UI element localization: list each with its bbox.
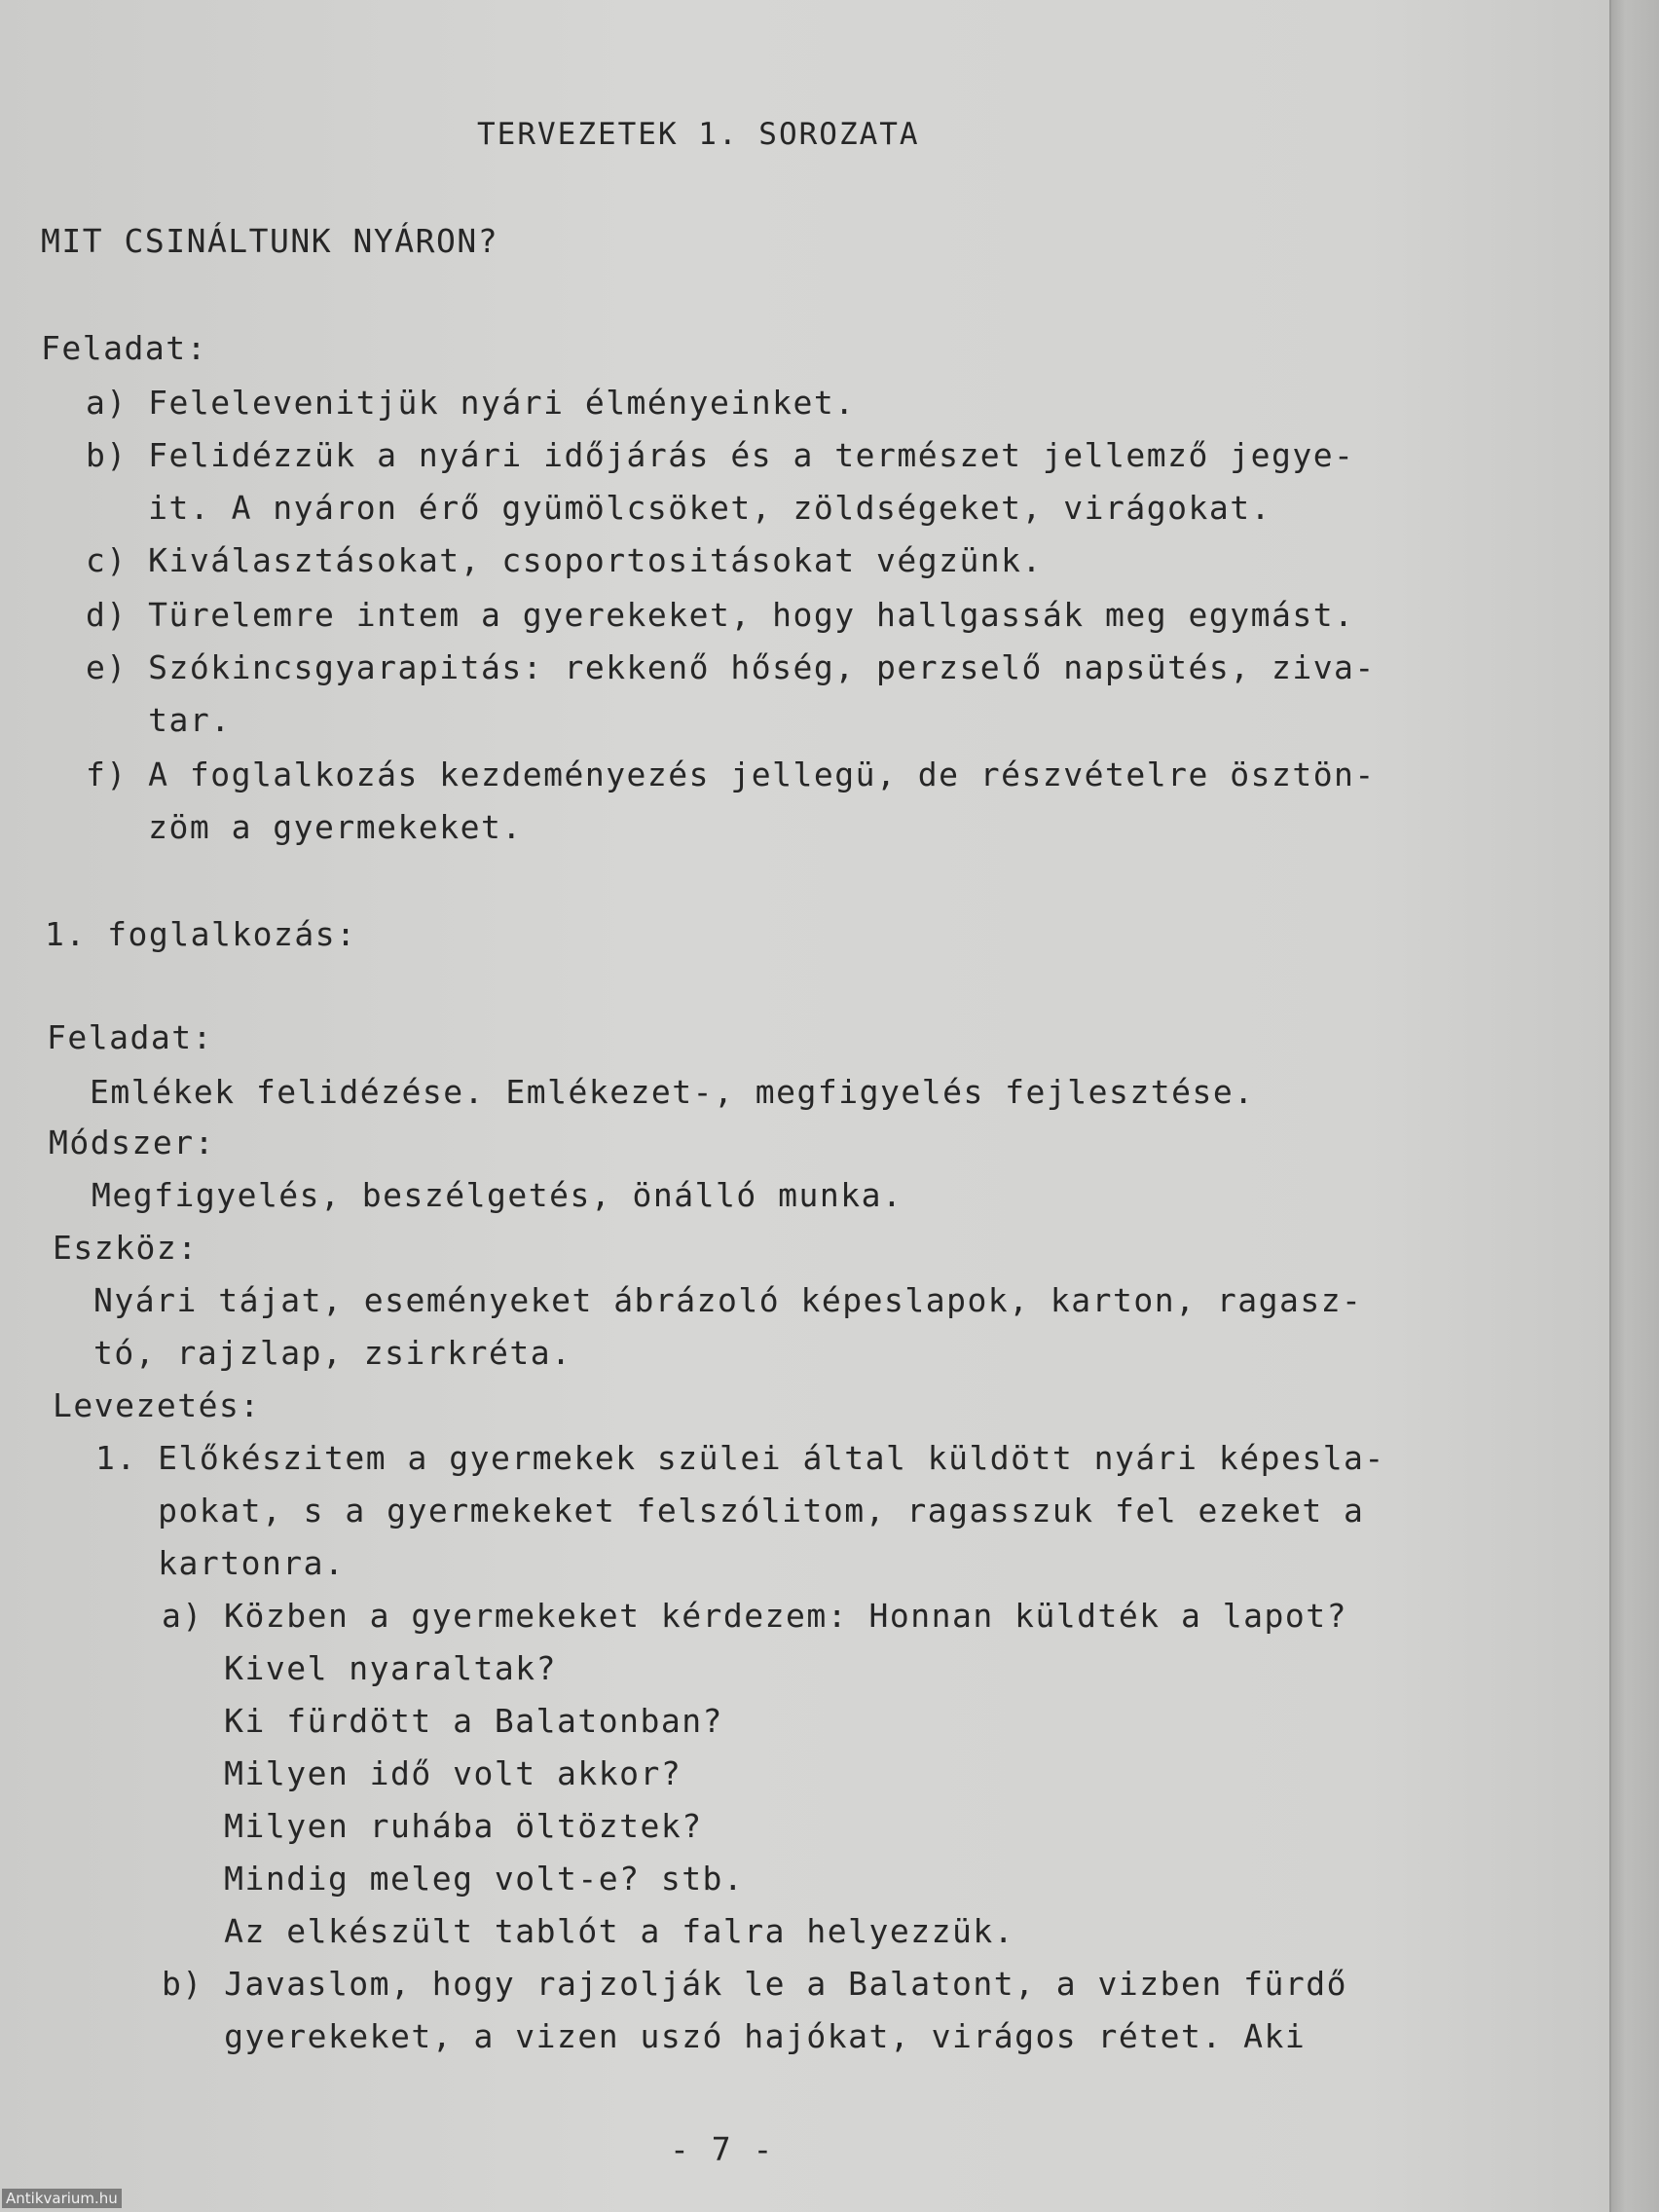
task-item: e) Szókincsgyarapitás: rekkenő hőség, perzselő napsütés, ziva- (86, 648, 1376, 686)
watermark: Antikvarium.hu (2, 2189, 122, 2208)
conduct-step-line: pokat, s a gyermekeket felszólitom, ragasszuk fel ezeket a (95, 1492, 1365, 1530)
task-item: d) Türelemre intem a gyerekeket, hogy hallgassák meg egymást. (86, 596, 1355, 634)
task-item: it. A nyáron érő gyümölcsöket, zöldségeket, virágokat. (86, 489, 1272, 527)
section-title: MIT CSINÁLTUNK NYÁRON? (41, 222, 499, 260)
series-title: TERVEZETEK 1. SOROZATA (477, 117, 920, 152)
session-task-text: Emlékek felidézése. Emlékezet-, megfigyelés fejlesztése. (90, 1073, 1255, 1111)
substep-line: Ki fürdött a Balatonban? (162, 1702, 723, 1740)
task-item: f) A foglalkozás kezdeményezés jellegü, de részvételre ösztön- (86, 756, 1376, 793)
method-text: Megfigyelés, beszélgetés, önálló munka. (92, 1176, 903, 1214)
session-heading: 1. foglalkozás: (45, 915, 357, 953)
page-number: - 7 - (670, 2130, 774, 2168)
task-item: tar. (86, 701, 232, 739)
task-item: b) Felidézzük a nyári időjárás és a természet jellemző jegye- (86, 436, 1355, 474)
substep-line: gyerekeket, a vizen uszó hajókat, virágos rétet. Aki (162, 2017, 1307, 2055)
conduct-step-line: 1. Előkészitem a gyermekek szülei által küldött nyári képesla- (95, 1439, 1385, 1477)
session-task-label: Feladat: (47, 1018, 213, 1056)
substep-line: Az elkészült tablót a falra helyezzük. (162, 1912, 1015, 1950)
substep-line: b) Javaslom, hogy rajzolják le a Balatont, a vizben fürdő (162, 1965, 1347, 2003)
task-item: a) Felelevenitjük nyári élményeinket. (86, 384, 856, 422)
task-item: zöm a gyermekeket. (86, 808, 523, 846)
substep-line: a) Közben a gyermekeket kérdezem: Honnan küldték a lapot? (162, 1597, 1347, 1635)
task-item: c) Kiválasztásokat, csoportositásokat végzünk. (86, 541, 1043, 579)
conduct-step-line: kartonra. (95, 1544, 346, 1582)
conduct-label: Levezetés: (53, 1386, 261, 1424)
task-heading: Feladat: (41, 329, 207, 367)
tools-text-line: tó, rajzlap, zsirkréta. (93, 1334, 572, 1372)
tools-text-line: Nyári tájat, eseményeket ábrázoló képeslapok, karton, ragasz- (93, 1281, 1363, 1319)
substep-line: Mindig meleg volt-e? stb. (162, 1860, 745, 1898)
tools-label: Eszköz: (53, 1229, 199, 1267)
substep-line: Milyen idő volt akkor? (162, 1754, 682, 1792)
book-binding-edge (1609, 0, 1659, 2212)
substep-line: Kivel nyaraltak? (162, 1649, 557, 1687)
method-label: Módszer: (49, 1124, 215, 1161)
substep-line: Milyen ruhába öltöztek? (162, 1807, 703, 1845)
